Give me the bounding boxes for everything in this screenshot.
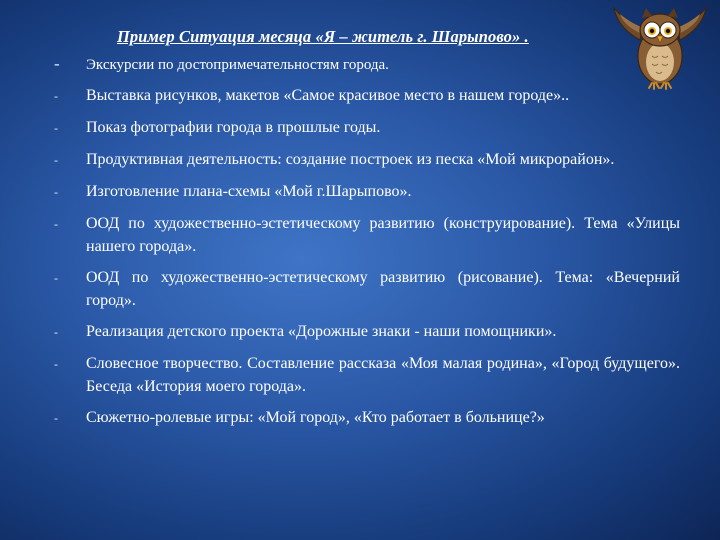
list-item-text: Изготовление плана-схемы «Мой г.Шарыпово».: [86, 183, 412, 200]
activity-list: [54, 54, 680, 438]
list-bullet: -: [54, 121, 58, 135]
list-bullet: -: [54, 325, 58, 339]
list-bullet: -: [54, 217, 58, 231]
list-item: [54, 212, 680, 258]
list-item-text: Продуктивная деятельность: создание построек из песка «Мой микрорайон».: [86, 151, 615, 168]
list-item-text: Реализация детского проекта «Дорожные знаки - наши помощники».: [86, 323, 557, 340]
list-bullet: -: [54, 89, 58, 103]
list-item: [54, 266, 680, 312]
list-bullet: -: [54, 271, 58, 285]
list-item-text: Словесное творчество. Составление рассказа «Моя малая родина», «Город будущего». Беседа «История моего города».: [86, 355, 680, 395]
list-item-text: ООД по художественно-эстетическому развитию (конструирование). Тема «Улицы нашего города».: [86, 215, 680, 255]
list-item: [54, 320, 680, 344]
list-bullet: -: [54, 357, 58, 371]
list-item-text: Показ фотографии города в прошлые годы.: [86, 119, 381, 136]
list-bullet: -: [54, 153, 58, 167]
list-item: [54, 148, 680, 172]
list-item-text: Сюжетно-ролевые игры: «Мой город», «Кто работает в больнице?»: [86, 409, 545, 426]
list-item: [54, 84, 680, 108]
list-item-text: Выставка рисунков, макетов «Самое красивое место в нашем городе»..: [86, 87, 570, 104]
list-item-text: Экскурсии по достопримечательностям города.: [86, 57, 389, 73]
list-item-text: ООД по художественно-эстетическому развитию (рисование). Тема: «Вечерний город».: [86, 269, 680, 309]
list-bullet: -: [54, 411, 58, 425]
slide-title: Пример Ситуация месяца «Я – житель г. Шарыпово» .: [117, 27, 529, 46]
list-bullet: -: [54, 185, 58, 199]
list-item: [54, 406, 680, 430]
list-bullet: -: [54, 54, 60, 73]
list-item: [54, 54, 680, 76]
list-item: [54, 180, 680, 204]
list-item: [54, 116, 680, 140]
list-item: [54, 352, 680, 398]
